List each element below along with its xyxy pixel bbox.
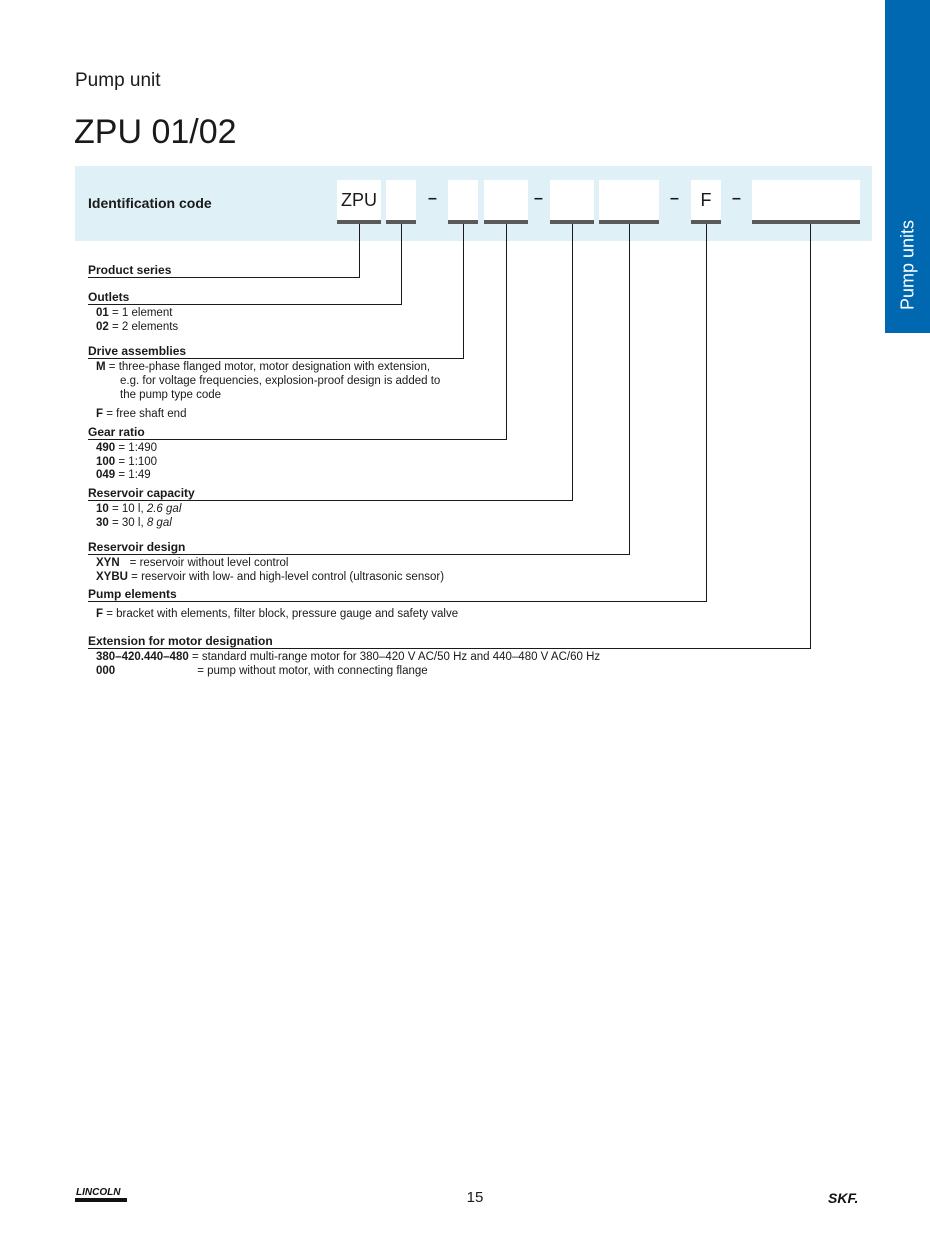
code-box-outlets <box>386 180 416 224</box>
section-title-elements: Pump elements <box>88 587 177 601</box>
lincoln-logo <box>75 1185 131 1210</box>
code-box-capacity <box>550 180 594 224</box>
connector-line <box>706 224 707 601</box>
connector-line <box>88 648 811 649</box>
side-tab-label: Pump units <box>897 219 917 311</box>
code-box-design <box>599 180 659 224</box>
connector-line <box>88 277 360 278</box>
capacity-item: 10 = 10 l, 2.6 gal <box>96 503 182 515</box>
drive-item-m-cont: e.g. for voltage frequencies, explosion-proof design is added to <box>120 375 441 387</box>
extension-item: 380–420.440–480 = standard multi-range motor for 380–420 V AC/50 Hz and 440–480 V AC/60 Hz <box>96 651 601 663</box>
gear-item: 049 = 1:49 <box>96 469 151 481</box>
connector-line <box>88 554 630 555</box>
connector-line <box>88 500 573 501</box>
code-box-drive <box>448 180 478 224</box>
code-box-extension <box>752 180 860 224</box>
code-dash: – <box>428 190 437 207</box>
connector-line <box>463 224 464 358</box>
code-dash: – <box>732 190 741 207</box>
connector-line <box>506 224 507 439</box>
code-dash: – <box>534 190 543 207</box>
extension-item: 000 = pump without motor, with connecting flange <box>96 665 428 677</box>
page-number: 15 <box>466 1189 484 1206</box>
svg-text:LINCOLN: LINCOLN <box>76 1187 121 1198</box>
code-box-gear <box>484 180 528 224</box>
elements-item: F = bracket with elements, filter block, pressure gauge and safety valve <box>96 608 459 620</box>
connector-line <box>359 224 360 277</box>
outlets-item: 01 = 1 element <box>96 307 173 319</box>
section-title-design: Reservoir design <box>88 540 186 554</box>
drive-item-m: M = three-phase flanged motor, motor designation with extension, <box>96 361 431 373</box>
connector-line <box>88 601 707 602</box>
outlets-item: 02 = 2 elements <box>96 321 179 333</box>
code-box-text: ZPU <box>341 190 377 210</box>
section-title-extension: Extension for motor designation <box>88 634 273 648</box>
gear-item: 490 = 1:490 <box>96 442 158 454</box>
section-side-tab <box>885 0 930 333</box>
section-title-gear: Gear ratio <box>88 425 145 439</box>
connector-line <box>88 304 402 305</box>
code-box-series <box>337 180 381 224</box>
svg-text:SKF.: SKF. <box>828 1190 859 1206</box>
capacity-item: 30 = 30 l, 8 gal <box>96 517 172 529</box>
section-title-outlets: Outlets <box>88 290 130 304</box>
design-item: XYN = reservoir without level control <box>96 557 289 569</box>
connector-line <box>401 224 402 304</box>
connector-line <box>88 358 464 359</box>
code-dash: – <box>670 190 679 207</box>
code-box-elements: F <box>691 180 721 224</box>
skf-logo <box>828 1190 874 1211</box>
page-title: ZPU 01/02 <box>74 113 237 151</box>
section-title-drive: Drive assemblies <box>88 344 187 358</box>
section-title-capacity: Reservoir capacity <box>88 486 195 500</box>
drive-item-m-cont: the pump type code <box>120 389 222 401</box>
connector-line <box>810 224 811 648</box>
design-item: XYBU = reservoir with low- and high-level control (ultrasonic sensor) <box>96 571 445 583</box>
identification-code-label: Identification code <box>88 195 212 211</box>
connector-line <box>572 224 573 500</box>
drive-item-f: F = free shaft end <box>96 408 187 420</box>
section-title-product-series: Product series <box>88 263 172 277</box>
connector-line <box>629 224 630 554</box>
section-kicker: Pump unit <box>75 70 161 91</box>
connector-line <box>88 439 507 440</box>
gear-item: 100 = 1:100 <box>96 456 158 468</box>
